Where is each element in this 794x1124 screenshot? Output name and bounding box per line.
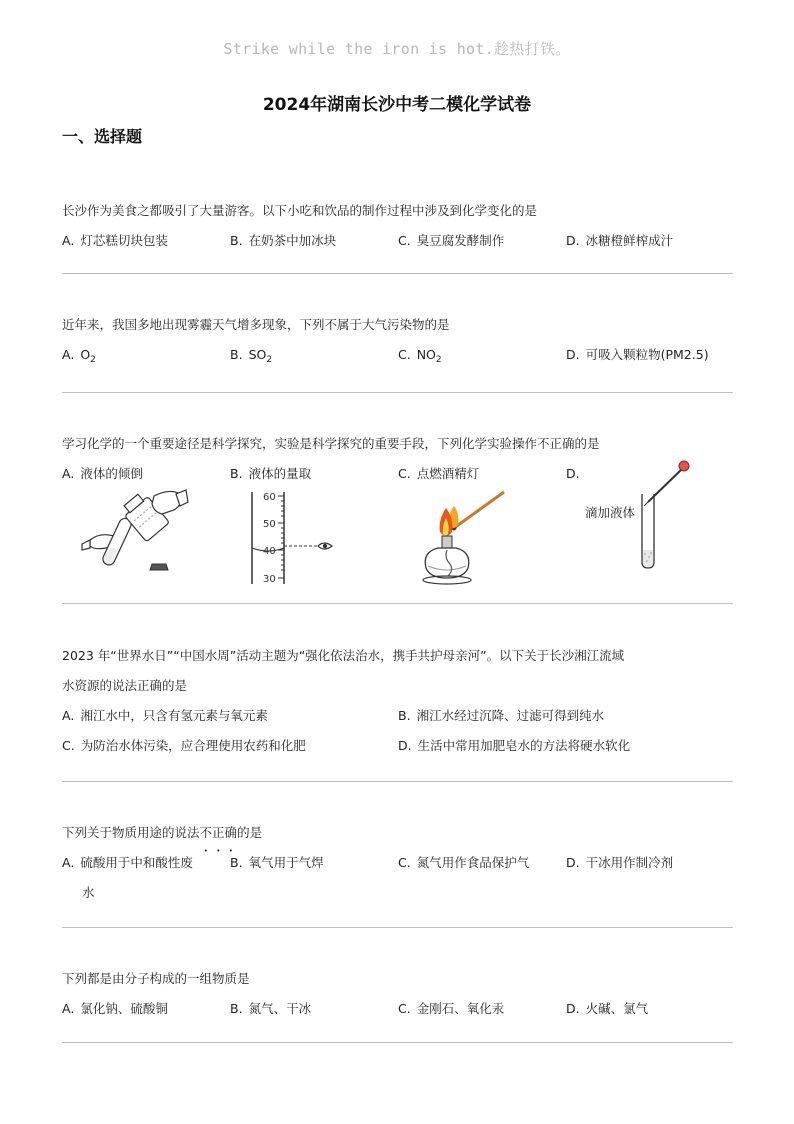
option-key: A. <box>62 1001 75 1016</box>
option-text: 液体的倾倒 <box>80 466 143 481</box>
options-row <box>62 701 734 731</box>
option-a[interactable] <box>62 701 268 731</box>
question-stem: 学习化学的一个重要途径是科学探究，实验是科学探究的重要手段，下列化学实验操作不正确的是 <box>62 436 600 451</box>
option-text: 为防治水体污染，应合理使用农药和化肥 <box>80 738 306 753</box>
option-text: 灯芯糕切块包装 <box>80 233 168 248</box>
tick-label-30: 30 <box>263 574 276 585</box>
emphasis-char: 确 <box>224 825 238 840</box>
option-text-continued: 水 <box>82 885 95 900</box>
option-b[interactable] <box>230 459 311 489</box>
options-row <box>62 848 734 908</box>
option-d[interactable] <box>566 459 586 489</box>
formula-subscript: 2 <box>266 355 273 365</box>
option-text: 氯化钠、硫酸铜 <box>80 1001 168 1016</box>
option-text: 氮气用作食品保护气 <box>416 855 530 870</box>
options-row <box>62 994 734 1024</box>
option-key: C. <box>398 855 411 870</box>
option-key: A. <box>62 347 75 362</box>
dropper-label: 滴加液体 <box>585 505 636 520</box>
option-d[interactable] <box>398 731 630 761</box>
page-motto: Strike while the iron is hot.趁热打铁。 <box>223 40 571 58</box>
option-text: 硫酸用于中和酸性废 <box>80 855 193 870</box>
option-c[interactable] <box>398 994 504 1024</box>
option-c[interactable] <box>398 848 529 878</box>
option-text: 液体的量取 <box>248 466 312 481</box>
option-text: 在奶茶中加冰块 <box>248 233 337 248</box>
question-stem: 长沙作为美食之都吸引了大量游客。以下小吃和饮品的制作过程中涉及到化学变化的是 <box>62 203 538 218</box>
option-d[interactable] <box>566 340 709 370</box>
option-key: B. <box>230 855 243 870</box>
divider <box>62 781 733 782</box>
question-stem-line-2: 水资源的说法正确的是 <box>62 678 188 693</box>
divider <box>62 392 733 393</box>
option-key: C. <box>398 466 411 481</box>
option-key: A. <box>62 855 75 870</box>
question-stem: 近年来，我国多地出现雾霾天气增多现象，下列不属于大气污染物的是 <box>62 317 450 332</box>
option-text: 氧气用于气焊 <box>248 855 324 870</box>
question-6 <box>62 964 734 1024</box>
option-key: D. <box>566 233 580 248</box>
formula-base: O <box>80 347 91 362</box>
formula-base: NO <box>416 347 436 362</box>
option-text: 火碱、氯气 <box>585 1001 649 1016</box>
option-text: 湘江水经过沉降、过滤可得到纯水 <box>416 708 605 723</box>
option-c[interactable] <box>398 340 442 375</box>
options-row <box>62 226 734 256</box>
emphasis-char: 正 <box>212 825 225 840</box>
tick-label-50: 50 <box>263 519 276 530</box>
option-b[interactable] <box>230 340 272 375</box>
match-stick-icon <box>454 492 504 528</box>
divider <box>62 603 733 604</box>
option-a[interactable] <box>62 459 143 489</box>
question-stem-line-1: 2023 年“世界水日”“中国水周”活动主题为“强化依法治水，携手共护母亲河”。以下关于长沙湘江流域 <box>62 648 625 663</box>
divider <box>62 1042 733 1043</box>
option-text: 氮气、干冰 <box>248 1001 312 1016</box>
option-key: B. <box>398 708 411 723</box>
option-b[interactable] <box>230 848 324 878</box>
option-key: B. <box>230 1001 243 1016</box>
divider <box>62 927 733 928</box>
option-key: B. <box>230 466 243 481</box>
section-heading: 一、选择题 <box>62 127 143 146</box>
option-key: D. <box>566 855 580 870</box>
option-key: D. <box>566 347 580 362</box>
option-a[interactable] <box>62 994 168 1024</box>
emphasis-char: 不 <box>199 825 213 840</box>
option-d[interactable] <box>566 226 673 256</box>
option-key: D. <box>566 466 580 481</box>
exam-title: 2024年湖南长沙中考二模化学试卷 <box>262 95 532 115</box>
option-text: 冰糖橙鲜榨成汁 <box>585 233 674 248</box>
option-d[interactable] <box>566 994 648 1024</box>
options-row <box>62 731 734 761</box>
sleeve-icon <box>82 540 90 550</box>
option-key: A. <box>62 708 75 723</box>
formula-subscript: 2 <box>90 355 96 365</box>
wick-holder <box>442 536 452 548</box>
option-key: D. <box>566 1001 580 1016</box>
option-d[interactable] <box>566 848 673 878</box>
option-key: C. <box>62 738 75 753</box>
option-text: 生活中常用加肥皂水的方法将硬水软化 <box>417 738 631 753</box>
option-key: C. <box>398 347 411 362</box>
option-text: 点燃酒精灯 <box>416 466 480 481</box>
option-b[interactable] <box>230 226 336 256</box>
option-a[interactable] <box>62 848 193 908</box>
tick-label-60: 60 <box>263 492 276 503</box>
option-key: C. <box>398 1001 411 1016</box>
formula-subscript: 2 <box>435 355 442 365</box>
option-b[interactable] <box>398 701 604 731</box>
option-a[interactable] <box>62 340 96 375</box>
option-text: 可吸入颗粒物(PM2.5) <box>585 347 709 362</box>
option-key: D. <box>398 738 412 753</box>
question-4 <box>62 641 734 761</box>
option-key: B. <box>230 233 243 248</box>
dropper-tube-icon <box>648 470 681 502</box>
question-1 <box>62 196 734 256</box>
lamp-body <box>425 548 469 578</box>
question-2 <box>62 310 734 370</box>
option-key: A. <box>62 466 75 481</box>
options-row <box>62 340 734 370</box>
alcohol-lamp-illustration <box>414 488 514 588</box>
option-c[interactable] <box>62 731 306 761</box>
option-text: 臭豆腐发酵制作 <box>416 233 505 248</box>
option-c[interactable] <box>398 459 479 489</box>
formula-base: SO <box>248 347 267 362</box>
option-a[interactable] <box>62 226 168 256</box>
stem-suffix: 的是 <box>237 825 263 840</box>
option-c[interactable] <box>398 226 504 256</box>
bottle-stopper-icon <box>150 564 168 570</box>
question-stem <box>62 818 734 848</box>
tick-label-40: 40 <box>263 546 276 557</box>
measuring-cylinder-illustration <box>248 488 348 588</box>
option-text: 干冰用作制冷剂 <box>585 855 674 870</box>
option-key: A. <box>62 233 75 248</box>
option-text: 金刚石、氧化汞 <box>416 1001 505 1016</box>
option-b[interactable] <box>230 994 311 1024</box>
option-text: 湘江水中，只含有氢元素与氧元素 <box>80 708 268 723</box>
stem-prefix: 下列关于物质用途的说法 <box>62 825 200 840</box>
pour-liquid-illustration <box>80 488 190 584</box>
question-5 <box>62 818 734 908</box>
divider <box>62 273 733 274</box>
option-key: B. <box>230 347 243 362</box>
question-stem: 下列都是由分子构成的一组物质是 <box>62 971 250 986</box>
option-key: C. <box>398 233 411 248</box>
